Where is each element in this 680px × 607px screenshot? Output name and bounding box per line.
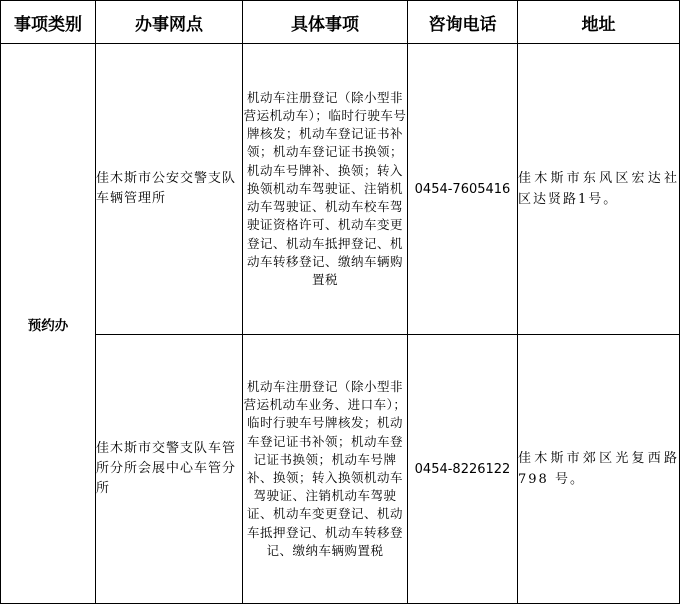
header-category: 事项类别 xyxy=(1,1,96,44)
table-row xyxy=(1,335,680,604)
office-cell: 佳木斯市交警支队车管所分所会展中心车管分所 xyxy=(96,335,243,604)
address-cell: 佳木斯市东风区宏达社区达贤路1号。 xyxy=(518,44,680,335)
header-row xyxy=(1,1,680,44)
phone-cell: 0454-8226122 xyxy=(408,335,518,604)
address-cell: 佳木斯市郊区光复西路 798 号。 xyxy=(518,335,680,604)
phone-cell: 0454-7605416 xyxy=(408,44,518,335)
category-cell: 预约办 xyxy=(1,44,96,604)
matters-cell: 机动车注册登记（除小型非营运机动车）；临时行驶车号牌核发；机动车登记证书补领；机动车登记证书换领；机动车号牌补、换领；转入换领机动车驾驶证、注销机动车驾驶证、机动车校车驾驶证资格许可、机动车变更登记、机动车抵押登记、机动车转移登记、缴纳车辆购置税 xyxy=(243,44,408,335)
header-office: 办事网点 xyxy=(96,1,243,44)
header-address: 地址 xyxy=(518,1,680,44)
office-cell: 佳木斯市公安交警支队车辆管理所 xyxy=(96,44,243,335)
matters-cell: 机动车注册登记（除小型非营运机动车业务、进口车）；临时行驶车号牌核发；机动车登记证书补领；机动车登记证书换领；机动车号牌补、换领；转入换领机动车驾驶证、注销机动车驾驶证、机动车变更登记、机动车抵押登记、机动车转移登记、缴纳车辆购置税 xyxy=(243,335,408,604)
header-phone: 咨询电话 xyxy=(408,1,518,44)
header-matters: 具体事项 xyxy=(243,1,408,44)
table-row xyxy=(1,44,680,335)
